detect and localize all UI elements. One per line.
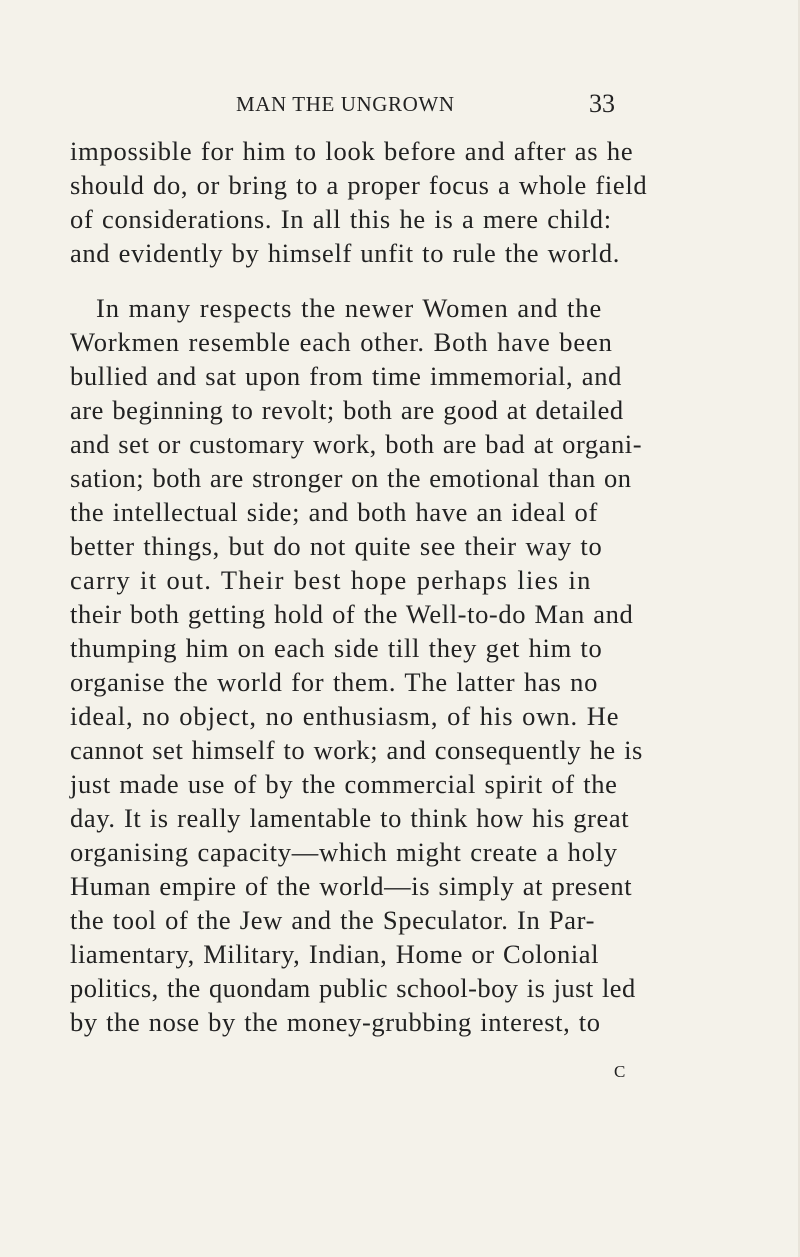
text-line: organising capacity—which might create a holy [70,837,618,867]
text-line: ideal, no object, no enthusiasm, of his own. He [70,701,620,731]
text-line: impossible for him to look before and after as he [70,136,634,166]
text-line: better things, but do not quite see their way to [70,531,603,561]
text-line: and evidently by himself unfit to rule the world. [70,238,620,268]
text-line: organise the world for them. The latter has no [70,667,599,697]
text-line: are beginning to revolt; both are good at detailed [70,395,624,425]
text-line: Human empire of the world—is simply at present [70,871,633,901]
page-number: 33 [589,89,615,118]
text-line: politics, the quondam public school-boy is just led [70,973,636,1003]
text-line: thumping him on each side till they get him to [70,633,603,663]
text-line: should do, or bring to a proper focus a whole field [70,170,648,200]
running-title: MAN THE UNGROWN [236,92,455,116]
text-line: cannot set himself to work; and consequently he is [70,735,643,765]
text-line: the intellectual side; and both have an ideal of [70,497,598,527]
text-line: carry it out. Their best hope perhaps lies in [70,565,592,595]
text-line: just made use of by the commercial spirit of the [70,769,618,799]
text-line: by the nose by the money-grubbing interest, to [70,1007,601,1037]
text-line: and set or customary work, both are bad at organi- [70,429,643,459]
text-line: bullied and sat upon from time immemorial, and [70,361,622,391]
text-line: the tool of the Jew and the Speculator. In Par- [70,905,596,935]
text-line: liamentary, Military, Indian, Home or Colonial [70,939,600,969]
text-line: Workmen resemble each other. Both have been [70,327,613,357]
text-line: sation; both are stronger on the emotional than on [70,463,632,493]
text-line: their both getting hold of the Well-to-do Man and [70,599,634,629]
text-line: day. It is really lamentable to think how his great [70,803,630,833]
text-line: In many respects the newer Women and the [96,293,603,323]
signature-mark: C [614,1062,626,1081]
text-line: of considerations. In all this he is a mere child: [70,204,612,234]
